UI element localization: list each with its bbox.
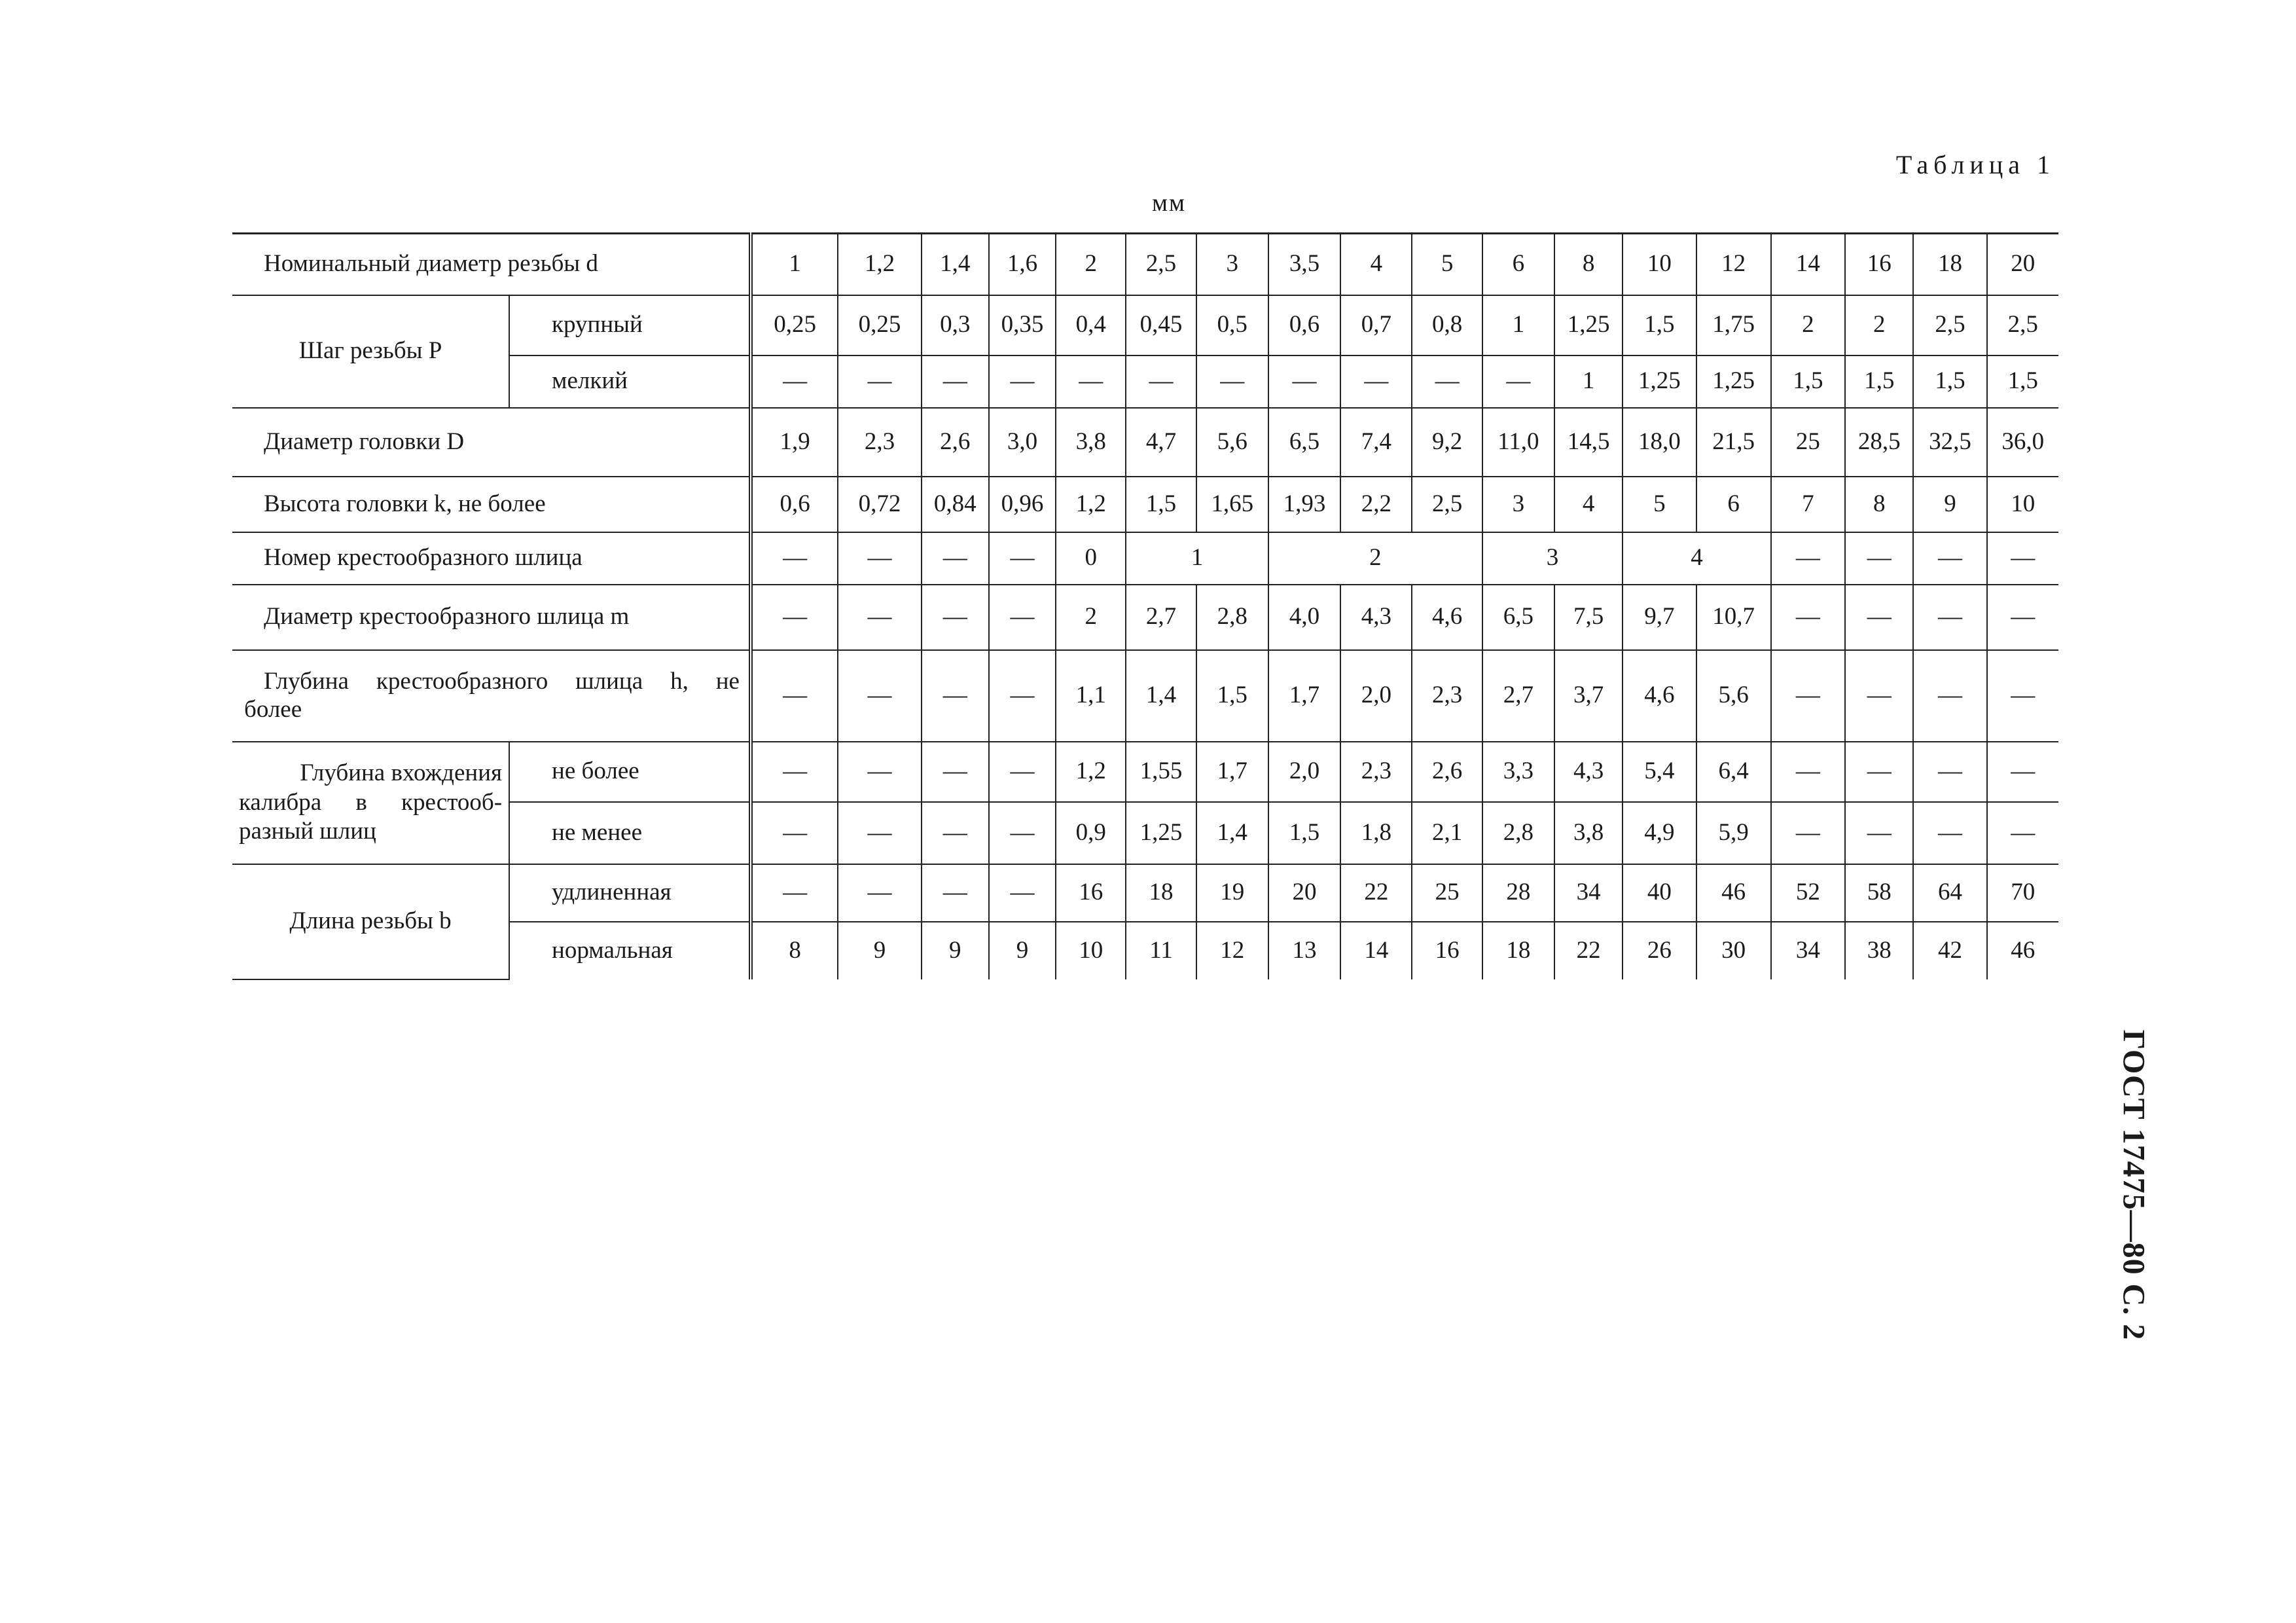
- value-cell: 4,3: [1340, 585, 1412, 650]
- value-cell: 25: [1771, 408, 1845, 477]
- value-cell: 2,7: [1126, 585, 1196, 650]
- label-line: Глубина крестообразного шлица h, не: [264, 667, 740, 695]
- value-cell: 9: [989, 922, 1056, 979]
- value-cell: —: [1196, 356, 1268, 408]
- value-cell: 10: [1623, 234, 1696, 295]
- units-label: мм: [1152, 189, 1187, 217]
- row-label-head-height: Высота головки k, не более: [232, 477, 751, 532]
- value-cell: —: [1412, 356, 1482, 408]
- row-label-recess-diameter: Диаметр крестообразного шлица m: [232, 585, 751, 650]
- value-cell: 22: [1340, 864, 1412, 922]
- row-label-recess-number: Номер крестообразного шлица: [232, 532, 751, 585]
- row-recess-depth: [232, 650, 2058, 742]
- value-cell: —: [1771, 585, 1845, 650]
- value-cell: —: [1845, 585, 1913, 650]
- sub-label-normal: нормальная: [509, 922, 751, 979]
- value-cell: 6,5: [1482, 585, 1554, 650]
- value-cell: 9: [1913, 477, 1986, 532]
- label-line: Глубина вхождения: [300, 759, 503, 787]
- value-cell: 34: [1554, 864, 1623, 922]
- value-cell: 20: [1987, 234, 2058, 295]
- value-cell: —: [1845, 742, 1913, 802]
- value-cell: —: [1987, 742, 2058, 802]
- value-cell: 3,3: [1482, 742, 1554, 802]
- value-cell: 4,7: [1126, 408, 1196, 477]
- value-cell: 9: [922, 922, 989, 979]
- value-cell: 18: [1482, 922, 1554, 979]
- value-cell: 0,96: [989, 477, 1056, 532]
- value-cell: 3,0: [989, 408, 1056, 477]
- value-cell: 2,8: [1482, 802, 1554, 864]
- row-thread-length-extended: [232, 864, 2058, 922]
- value-cell: 34: [1771, 922, 1845, 979]
- value-cell: 2: [1056, 234, 1126, 295]
- value-cell: 2,5: [1913, 295, 1986, 356]
- label-line: более: [244, 695, 302, 723]
- value-cell: 5,9: [1696, 802, 1771, 864]
- value-cell: —: [1845, 802, 1913, 864]
- value-cell: 52: [1771, 864, 1845, 922]
- value-cell: 1,5: [1126, 477, 1196, 532]
- row-recess-number: [232, 532, 2058, 585]
- value-cell: 28,5: [1845, 408, 1913, 477]
- row-label-recess-depth: [232, 650, 751, 742]
- value-cell: —: [989, 585, 1056, 650]
- value-cell: 1,5: [1987, 356, 2058, 408]
- value-cell: 1,7: [1268, 650, 1340, 742]
- value-cell: 5: [1412, 234, 1482, 295]
- value-cell: 11: [1126, 922, 1196, 979]
- value-cell: —: [922, 356, 989, 408]
- value-cell: 4,6: [1412, 585, 1482, 650]
- value-cell: 4,0: [1268, 585, 1340, 650]
- value-cell: —: [1845, 650, 1913, 742]
- value-cell: —: [1913, 802, 1986, 864]
- value-cell: 1: [1554, 356, 1623, 408]
- value-cell: 1,2: [838, 234, 921, 295]
- value-cell: 46: [1696, 864, 1771, 922]
- value-cell: —: [989, 742, 1056, 802]
- value-cell: 6,5: [1268, 408, 1340, 477]
- value-cell: 1: [751, 234, 838, 295]
- value-cell: 5,4: [1623, 742, 1696, 802]
- value-cell: 6,4: [1696, 742, 1771, 802]
- value-cell: —: [751, 864, 838, 922]
- value-cell: —: [751, 356, 838, 408]
- value-cell: 0,6: [751, 477, 838, 532]
- value-cell: 40: [1623, 864, 1696, 922]
- value-cell: —: [1771, 802, 1845, 864]
- value-cell: 2: [1056, 585, 1126, 650]
- value-cell: 21,5: [1696, 408, 1771, 477]
- value-cell: 1,4: [922, 234, 989, 295]
- value-cell: 2: [1268, 532, 1482, 585]
- value-cell: 1,5: [1623, 295, 1696, 356]
- value-cell: 2: [1845, 295, 1913, 356]
- value-cell: 20: [1268, 864, 1340, 922]
- value-cell: 1,8: [1340, 802, 1412, 864]
- value-cell: 3: [1482, 532, 1623, 585]
- value-cell: 1,5: [1913, 356, 1986, 408]
- value-cell: —: [751, 650, 838, 742]
- value-cell: 0,3: [922, 295, 989, 356]
- value-cell: 1: [1482, 295, 1554, 356]
- value-cell: —: [1987, 650, 2058, 742]
- value-cell: 46: [1987, 922, 2058, 979]
- row-label-nominal-diameter: Номинальный диаметр резьбы d: [232, 234, 751, 295]
- value-cell: 3: [1196, 234, 1268, 295]
- value-cell: —: [922, 864, 989, 922]
- value-cell: 0,8: [1412, 295, 1482, 356]
- value-cell: 12: [1696, 234, 1771, 295]
- value-cell: 0,6: [1268, 295, 1340, 356]
- value-cell: —: [989, 356, 1056, 408]
- value-cell: —: [922, 585, 989, 650]
- value-cell: 8: [751, 922, 838, 979]
- value-cell: 1,55: [1126, 742, 1196, 802]
- value-cell: 0,35: [989, 295, 1056, 356]
- value-cell: —: [1268, 356, 1340, 408]
- value-cell: 16: [1056, 864, 1126, 922]
- value-cell: 19: [1196, 864, 1268, 922]
- value-cell: 4,9: [1623, 802, 1696, 864]
- value-cell: 13: [1268, 922, 1340, 979]
- value-cell: 1,2: [1056, 477, 1126, 532]
- value-cell: —: [1340, 356, 1412, 408]
- value-cell: 10: [1987, 477, 2058, 532]
- value-cell: 2,0: [1268, 742, 1340, 802]
- value-cell: 16: [1845, 234, 1913, 295]
- value-cell: —: [1987, 802, 2058, 864]
- value-cell: 8: [1845, 477, 1913, 532]
- sub-label-coarse: крупный: [509, 295, 751, 356]
- value-cell: —: [922, 650, 989, 742]
- value-cell: 2,8: [1196, 585, 1268, 650]
- group-label-gauge-depth: [232, 742, 509, 864]
- value-cell: 4: [1340, 234, 1412, 295]
- value-cell: 2,2: [1340, 477, 1412, 532]
- value-cell: 2,6: [922, 408, 989, 477]
- sub-label-fine: мелкий: [509, 356, 751, 408]
- value-cell: 32,5: [1913, 408, 1986, 477]
- value-cell: 1,25: [1623, 356, 1696, 408]
- value-cell: 64: [1913, 864, 1986, 922]
- value-cell: —: [751, 742, 838, 802]
- value-cell: 0,9: [1056, 802, 1126, 864]
- value-cell: 2,3: [1412, 650, 1482, 742]
- value-cell: 9,7: [1623, 585, 1696, 650]
- value-cell: —: [1771, 532, 1845, 585]
- value-cell: 28: [1482, 864, 1554, 922]
- value-cell: 1,75: [1696, 295, 1771, 356]
- value-cell: 25: [1412, 864, 1482, 922]
- value-cell: —: [838, 356, 921, 408]
- value-cell: 0,84: [922, 477, 989, 532]
- table-caption: Таблица 1: [1895, 150, 2055, 179]
- label-line: разный шлиц: [239, 818, 376, 845]
- value-cell: 2,5: [1126, 234, 1196, 295]
- value-cell: —: [838, 650, 921, 742]
- value-cell: —: [751, 585, 838, 650]
- value-cell: 42: [1913, 922, 1986, 979]
- row-thread-pitch-coarse: [232, 295, 2058, 356]
- value-cell: 7,5: [1554, 585, 1623, 650]
- value-cell: —: [1056, 356, 1126, 408]
- value-cell: 1,5: [1196, 650, 1268, 742]
- value-cell: 2,5: [1412, 477, 1482, 532]
- value-cell: 0,4: [1056, 295, 1126, 356]
- value-cell: —: [989, 532, 1056, 585]
- row-head-diameter: [232, 408, 2058, 477]
- value-cell: 12: [1196, 922, 1268, 979]
- value-cell: 3,5: [1268, 234, 1340, 295]
- value-cell: —: [1987, 532, 2058, 585]
- value-cell: —: [989, 650, 1056, 742]
- value-cell: 2,1: [1412, 802, 1482, 864]
- value-cell: 0,25: [751, 295, 838, 356]
- value-cell: —: [838, 864, 921, 922]
- value-cell: 0,45: [1126, 295, 1196, 356]
- row-gauge-depth-max: [232, 742, 2058, 802]
- value-cell: 22: [1554, 922, 1623, 979]
- value-cell: 1,7: [1196, 742, 1268, 802]
- value-cell: —: [922, 802, 989, 864]
- value-cell: 14,5: [1554, 408, 1623, 477]
- document-side-title: ГОСТ 17475—80 С. 2: [2116, 1029, 2151, 1341]
- value-cell: 2,0: [1340, 650, 1412, 742]
- value-cell: 1,4: [1196, 802, 1268, 864]
- value-cell: 9,2: [1412, 408, 1482, 477]
- value-cell: 1,65: [1196, 477, 1268, 532]
- value-cell: 5,6: [1196, 408, 1268, 477]
- value-cell: 1,25: [1696, 356, 1771, 408]
- value-cell: —: [838, 532, 921, 585]
- value-cell: 8: [1554, 234, 1623, 295]
- value-cell: 3,8: [1056, 408, 1126, 477]
- value-cell: —: [838, 585, 921, 650]
- value-cell: 2,7: [1482, 650, 1554, 742]
- value-cell: 5,6: [1696, 650, 1771, 742]
- value-cell: 1,5: [1845, 356, 1913, 408]
- value-cell: 26: [1623, 922, 1696, 979]
- row-nominal-diameter: [232, 234, 2058, 295]
- value-cell: 1,25: [1554, 295, 1623, 356]
- value-cell: 3,8: [1554, 802, 1623, 864]
- sub-label-extended: удлиненная: [509, 864, 751, 922]
- value-cell: 58: [1845, 864, 1913, 922]
- value-cell: —: [1126, 356, 1196, 408]
- value-cell: —: [1913, 742, 1986, 802]
- value-cell: 4,3: [1554, 742, 1623, 802]
- row-head-height: [232, 477, 2058, 532]
- value-cell: —: [751, 532, 838, 585]
- value-cell: —: [838, 802, 921, 864]
- row-label-head-diameter: Диаметр головки D: [232, 408, 751, 477]
- value-cell: 1: [1126, 532, 1268, 585]
- value-cell: —: [838, 742, 921, 802]
- value-cell: 2,3: [838, 408, 921, 477]
- value-cell: —: [922, 742, 989, 802]
- value-cell: 7,4: [1340, 408, 1412, 477]
- value-cell: 0,72: [838, 477, 921, 532]
- value-cell: —: [1771, 742, 1845, 802]
- value-cell: 4: [1554, 477, 1623, 532]
- value-cell: 7: [1771, 477, 1845, 532]
- value-cell: 38: [1845, 922, 1913, 979]
- value-cell: 3: [1482, 477, 1554, 532]
- value-cell: 1,2: [1056, 742, 1126, 802]
- value-cell: —: [1845, 532, 1913, 585]
- value-cell: 1,5: [1771, 356, 1845, 408]
- specification-table: [232, 232, 2058, 980]
- value-cell: 10,7: [1696, 585, 1771, 650]
- value-cell: —: [1482, 356, 1554, 408]
- value-cell: 1,6: [989, 234, 1056, 295]
- value-cell: 0,5: [1196, 295, 1268, 356]
- value-cell: —: [1913, 585, 1986, 650]
- value-cell: 1,1: [1056, 650, 1126, 742]
- value-cell: 2,3: [1340, 742, 1412, 802]
- value-cell: 1,5: [1268, 802, 1340, 864]
- group-label-thread-length: Длина резьбы b: [232, 864, 509, 979]
- value-cell: 6: [1696, 477, 1771, 532]
- value-cell: 0,7: [1340, 295, 1412, 356]
- value-cell: 14: [1340, 922, 1412, 979]
- value-cell: 9: [838, 922, 921, 979]
- label-line: калибра в крестооб-: [239, 788, 503, 816]
- value-cell: 2: [1771, 295, 1845, 356]
- value-cell: —: [1913, 532, 1986, 585]
- value-cell: —: [1913, 650, 1986, 742]
- group-label-thread-pitch: Шаг резьбы P: [232, 295, 509, 408]
- value-cell: 11,0: [1482, 408, 1554, 477]
- value-cell: 2,6: [1412, 742, 1482, 802]
- value-cell: 14: [1771, 234, 1845, 295]
- value-cell: 1,93: [1268, 477, 1340, 532]
- value-cell: —: [751, 802, 838, 864]
- sub-label-max: не более: [509, 742, 751, 802]
- value-cell: —: [922, 532, 989, 585]
- value-cell: 18: [1126, 864, 1196, 922]
- value-cell: 1,25: [1126, 802, 1196, 864]
- value-cell: —: [1987, 585, 2058, 650]
- value-cell: 6: [1482, 234, 1554, 295]
- row-recess-diameter: [232, 585, 2058, 650]
- value-cell: 5: [1623, 477, 1696, 532]
- sub-label-min: не менее: [509, 802, 751, 864]
- value-cell: —: [989, 802, 1056, 864]
- value-cell: 0: [1056, 532, 1126, 585]
- value-cell: 1,9: [751, 408, 838, 477]
- value-cell: 36,0: [1987, 408, 2058, 477]
- value-cell: —: [1771, 650, 1845, 742]
- value-cell: 4,6: [1623, 650, 1696, 742]
- value-cell: 18: [1913, 234, 1986, 295]
- value-cell: 3,7: [1554, 650, 1623, 742]
- value-cell: 2,5: [1987, 295, 2058, 356]
- value-cell: 18,0: [1623, 408, 1696, 477]
- value-cell: 4: [1623, 532, 1771, 585]
- value-cell: 10: [1056, 922, 1126, 979]
- value-cell: 0,25: [838, 295, 921, 356]
- value-cell: 1,4: [1126, 650, 1196, 742]
- value-cell: 70: [1987, 864, 2058, 922]
- value-cell: 30: [1696, 922, 1771, 979]
- value-cell: 16: [1412, 922, 1482, 979]
- value-cell: —: [989, 864, 1056, 922]
